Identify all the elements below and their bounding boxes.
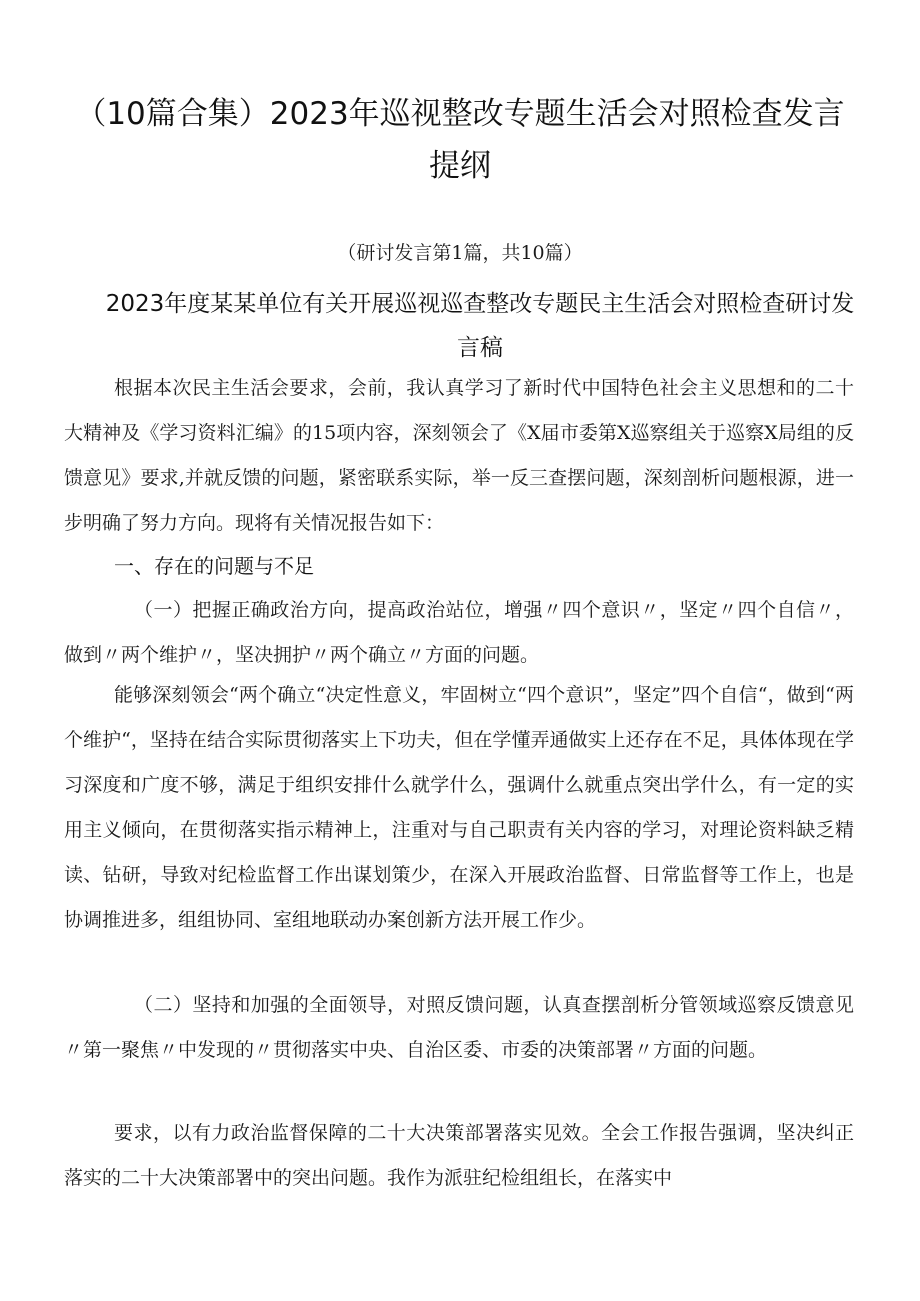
paragraph-item-1: （一）把握正确政治方向，提高政治站位，增强〃四个意识〃，坚定〃四个自信〃，做到〃两个维护〃，坚决拥护〃两个确立〃方面的问题。 xyxy=(64,599,854,666)
speech-heading: 2023年度某某单位有关开展巡视巡查整改专题民主生活会对照检查研讨发言稿 xyxy=(105,291,855,361)
paragraph-item-2: （二）坚持和加强的全面领导，对照反馈问题，认真查摆剖析分管领域巡察反馈意见〃第一聚焦〃中发现的〃贯彻落实中央、自治区委、市委的决策部署〃方面的问题。 xyxy=(64,994,854,1061)
section-heading-1: 一、存在的问题与不足 xyxy=(114,554,314,578)
document-title: （10篇合集）2023年巡视整改专题生活会对照检查发言提纲 xyxy=(75,96,845,184)
document-subtitle: （研讨发言第1篇，共10篇） xyxy=(337,242,583,264)
paragraph-body-2: 要求，以有力政治监督保障的二十大决策部署落实见效。全会工作报告强调，坚决纠正落实的二十大决策部署中的突出问题。我作为派驻纪检组组长，在落实中 xyxy=(64,1122,854,1189)
paragraph-body-1: 能够深刻领会“两个确立“决定性意义，牢固树立“四个意识”，坚定”四个自信“，做到“两个维护“，坚持在结合实际贯彻落实上下功夫，但在学懂弄通做实上还存在不足，具体体现在学习深度和广度不够，满足于组织安排什么就学什么，强调什么就重点突出学什么，有一定的实用主义倾向，在贯彻落实指示精神上，注重对与自己职责有关内容的学习，对理论资料缺乏精读、钻研，导致对纪检监督工作出谋划策少，在深入开展政治监督、日常监督等工作上，也是协调推进多，组组协同、室组地联动办案创新方法开展工作少。 xyxy=(64,684,854,931)
paragraph-intro: 根据本次民主生活会要求，会前，我认真学习了新时代中国特色社会主义思想和的二十大精神及《学习资料汇编》的15项内容，深刻领会了《X届市委第X巡察组关于巡察X局组的反馈意见》要求,并就反馈的问题，紧密联系实际，举一反三查摆问题，深刻剖析问题根源，进一步明确了努力方向。现将有关情况报告如下： xyxy=(64,377,854,534)
